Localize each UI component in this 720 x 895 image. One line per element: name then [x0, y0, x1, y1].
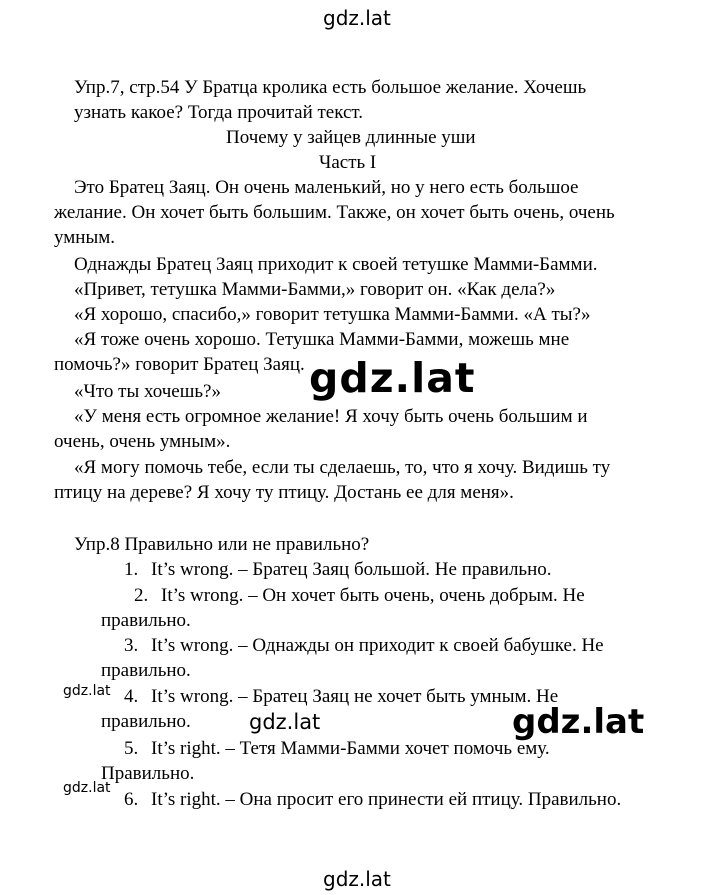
item-text: It’s wrong. – Братец Заяц не хочет быть умным. Не [151, 686, 559, 707]
item-text-continued: правильно. [101, 610, 191, 631]
item-number: 2. [134, 585, 149, 606]
item-text-continued: Правильно. [101, 763, 195, 784]
text-line: «У меня есть огромное желание! Я хочу быть очень большим и [74, 406, 588, 427]
watermark-center-big: gdz.lat [309, 354, 476, 402]
item-text-continued: правильно. [101, 660, 191, 681]
exercise7-intro-line1: Упр.7, стр.54 У Братца кролика есть большое желание. Хочешь [74, 77, 587, 98]
text-line: «Я тоже очень хорошо. Тетушка Мамми-Бамми, можешь мне [74, 329, 570, 350]
item-number: 4. [124, 686, 139, 707]
item-number: 6. [124, 789, 139, 810]
text-line: «Привет, тетушка Мамми-Бамми,» говорит он. «Как дела?» [74, 279, 556, 300]
text-line: Это Братец Заяц. Он очень маленький, но у него есть большое [74, 177, 579, 198]
item-number: 5. [124, 738, 139, 759]
watermark-left-small-2: gdz.lat [63, 780, 111, 796]
text-line: «Что ты хочешь?» [74, 381, 221, 402]
text-line: «Я хорошо, спасибо,» говорит тетушка Мамми-Бамми. «А ты?» [74, 304, 591, 325]
text-line: «Я могу помочь тебе, если ты сделаешь, то, что я хочу. Видишь ту [74, 457, 611, 478]
text-line: птицу на дереве? Я хочу ту птицу. Достань ее для меня». [54, 482, 514, 503]
exercise8-heading: Упр.8 Правильно или не правильно? [74, 534, 370, 555]
text-part-label: Часть I [319, 152, 377, 173]
item-number: 1. [124, 559, 139, 580]
watermark-right-big: gdz.lat [512, 702, 645, 742]
watermark-middle-small: gdz.lat [249, 710, 321, 734]
text-line: очень, очень умным». [54, 431, 231, 452]
item-text: It’s wrong. – Однажды он приходит к своей бабушке. Не [151, 635, 604, 656]
item-text: It’s wrong. – Братец Заяц большой. Не правильно. [151, 559, 552, 580]
watermark-left-small-1: gdz.lat [63, 683, 111, 699]
item-text: It’s right. – Она просит его принести ей птицу. Правильно. [151, 789, 622, 810]
text-line: помочь?» говорит Братец Заяц. [54, 354, 305, 375]
text-line: желание. Он хочет быть большим. Также, он хочет быть очень, очень [54, 202, 615, 223]
item-text: It’s right. – Тетя Мамми-Бамми хочет помочь ему. [151, 738, 550, 759]
item-number: 3. [124, 635, 139, 656]
text-line: умным. [54, 227, 115, 248]
text-line: Однажды Братец Заяц приходит к своей тетушке Мамми-Бамми. [74, 254, 598, 275]
watermark-bottom: gdz.lat [323, 867, 391, 891]
text-title: Почему у зайцев длинные уши [226, 127, 476, 148]
exercise7-intro-line2: узнать какое? Тогда прочитай текст. [74, 102, 364, 123]
item-text-continued: правильно. [101, 711, 191, 732]
watermark-top: gdz.lat [323, 6, 391, 30]
item-text: It’s wrong. – Он хочет быть очень, очень добрым. Не [161, 585, 585, 606]
